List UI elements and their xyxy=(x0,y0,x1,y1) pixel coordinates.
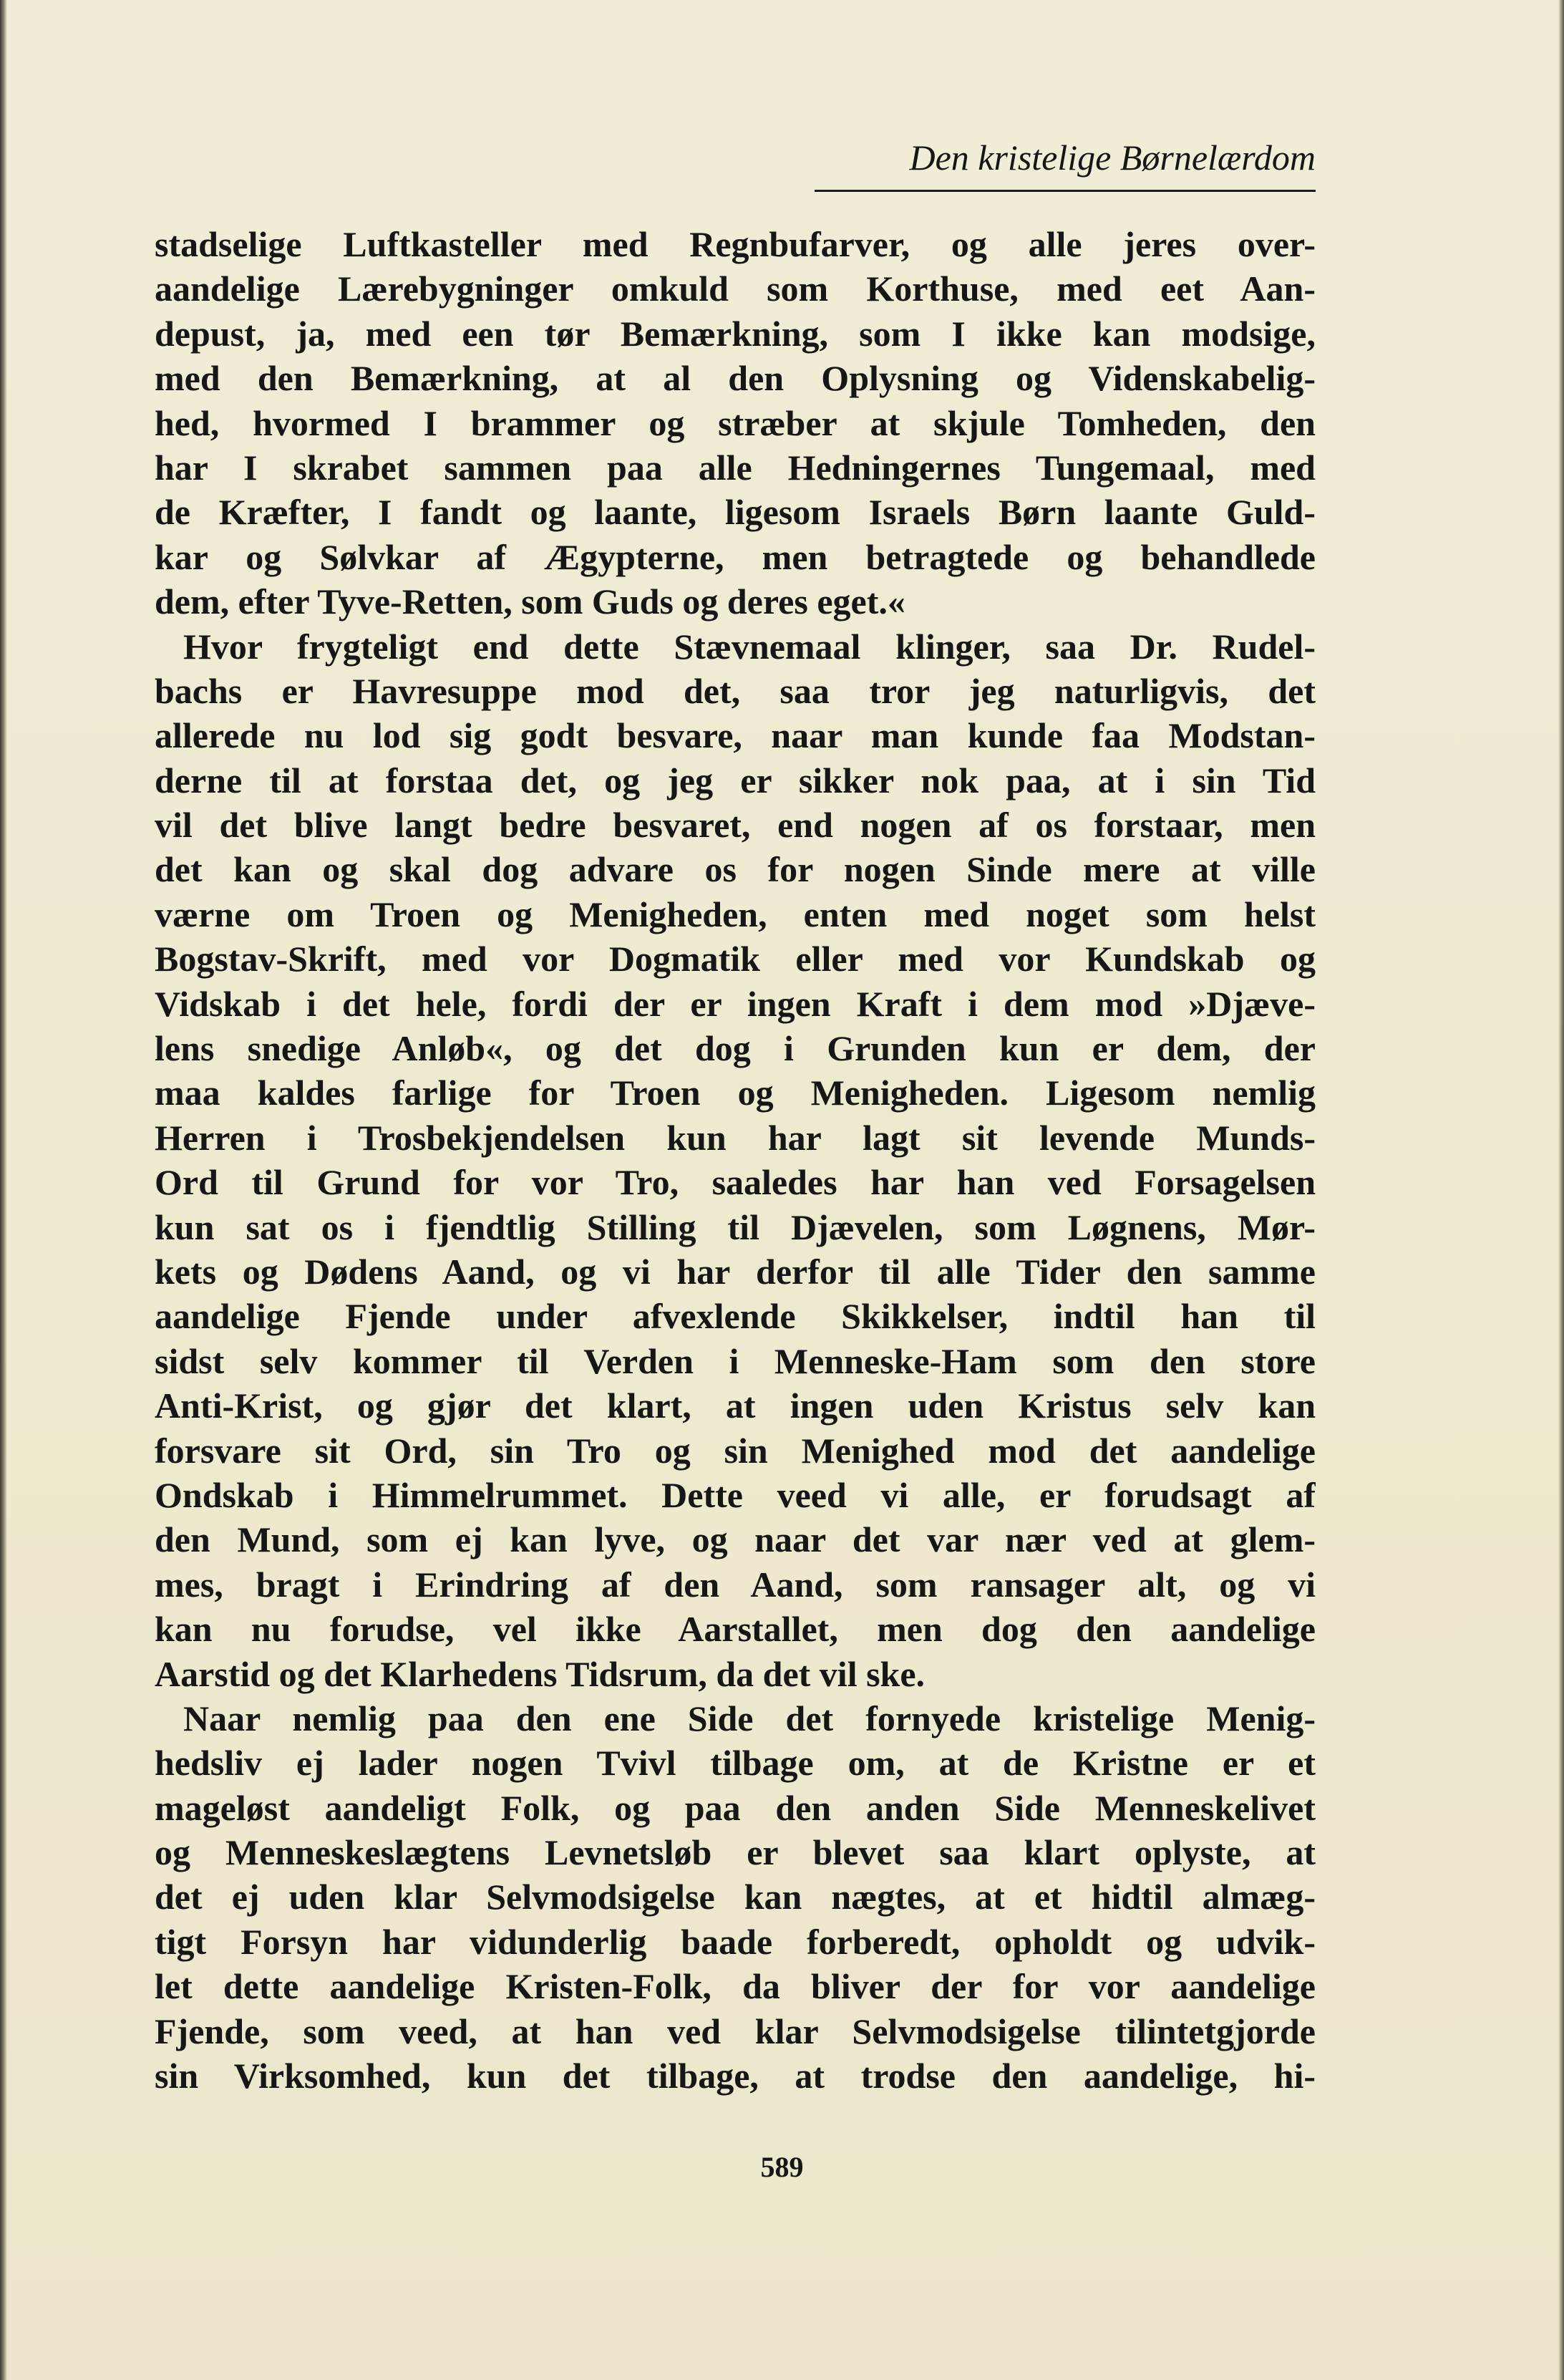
text-line-paragraph-start: Naar nemlig paa den ene Side det fornyede kristelige Menig- xyxy=(183,1698,1316,1738)
text-line: let dette aandelige Kristen-Folk, da bliver der for vor aandelige xyxy=(155,1966,1316,2007)
text-line: Ondskab i Himmelrummet. Dette veed vi alle, er forudsagt af xyxy=(155,1474,1316,1515)
text-line: stadselige Luftkasteller med Regnbufarver, og alle jeres over- xyxy=(155,224,1316,264)
text-line: kar og Sølvkar af Ægypterne, men betragtede og behandlede xyxy=(155,536,1316,577)
text-line: Herren i Trosbekjendelsen kun har lagt sit levende Munds- xyxy=(155,1117,1316,1158)
text-line: har I skrabet sammen paa alle Hedningernes Tungemaal, med xyxy=(155,447,1316,488)
scan-edge-left xyxy=(0,0,7,2380)
text-line: sin Virksomhed, kun det tilbage, at trodse den aandelige, hi- xyxy=(155,2056,1316,2096)
text-line: Vidskab i det hele, fordi der er ingen Kraft i dem mod »Djæve- xyxy=(155,983,1316,1024)
text-line: kan nu forudse, vel ikke Aarstallet, men dog den aandelige xyxy=(155,1609,1316,1650)
text-line: tigt Forsyn har vidunderlig baade forberedt, opholdt og udvik- xyxy=(155,1921,1316,1962)
text-line-paragraph-end: dem, efter Tyve-Retten, som Guds og deres eget.« xyxy=(155,581,905,622)
text-line: aandelige Fjende under afvexlende Skikkelser, indtil han til xyxy=(155,1296,1316,1337)
text-line: den Mund, som ej kan lyve, og naar det var nær ved at glem- xyxy=(155,1519,1316,1560)
running-head: Den kristelige Børnelærdom xyxy=(909,137,1316,178)
text-line: de Kræfter, I fandt og laante, ligesom Israels Børn laante Guld- xyxy=(155,492,1316,533)
text-line: mageløst aandeligt Folk, og paa den anden Side Menneskelivet xyxy=(155,1787,1316,1828)
text-line: maa kaldes farlige for Troen og Menigheden. Ligesom nemlig xyxy=(155,1073,1316,1113)
text-line: mes, bragt i Erindring af den Aand, som ransager alt, og vi xyxy=(155,1564,1316,1605)
text-line: aandelige Lærebygninger omkuld som Korthuse, med eet Aan- xyxy=(155,269,1316,309)
text-line: Bogstav-Skrift, med vor Dogmatik eller med vor Kundskab og xyxy=(155,939,1316,979)
text-line: allerede nu lod sig godt besvare, naar man kunde faa Modstan- xyxy=(155,715,1316,756)
text-line: vil det blive langt bedre besvaret, end nogen af os forstaar, men xyxy=(155,805,1316,846)
text-line: Fjende, som veed, at han ved klar Selvmodsigelse tilintetgjorde xyxy=(155,2011,1316,2051)
text-line: bachs er Havresuppe mod det, saa tror jeg naturligvis, det xyxy=(155,670,1316,711)
scan-edge-right xyxy=(1558,0,1564,2380)
text-line-paragraph-start: Hvor frygteligt end dette Stævnemaal klinger, saa Dr. Rudel- xyxy=(183,626,1316,667)
running-head-rule xyxy=(815,190,1316,192)
text-line: Ord til Grund for vor Tro, saaledes har han ved Forsagelsen xyxy=(155,1162,1316,1203)
page-number: 589 xyxy=(760,2151,804,2183)
text-line: lens snedige Anløb«, og det dog i Grunden kun er dem, der xyxy=(155,1028,1316,1069)
text-line: det kan og skal dog advare os for nogen Sinde mere at ville xyxy=(155,849,1316,890)
text-line: og Menneskeslægtens Levnetsløb er blevet saa klart oplyste, at xyxy=(155,1832,1316,1873)
text-line-paragraph-end: Aarstid og det Klarhedens Tidsrum, da det vil ske. xyxy=(155,1653,926,1694)
text-line: kets og Dødens Aand, og vi har derfor til alle Tider den samme xyxy=(155,1251,1316,1292)
text-line: hedsliv ej lader nogen Tvivl tilbage om, at de Kristne er et xyxy=(155,1743,1316,1784)
text-line: kun sat os i fjendtlig Stilling til Djævelen, som Løgnens, Mør- xyxy=(155,1206,1316,1247)
text-line: sidst selv kommer til Verden i Menneske-Ham som den store xyxy=(155,1340,1316,1381)
text-line: hed, hvormed I brammer og stræber at skjule Tomheden, den xyxy=(155,402,1316,443)
text-line: værne om Troen og Menigheden, enten med noget som helst xyxy=(155,894,1316,934)
text-line: depust, ja, med een tør Bemærkning, som I ikke kan modsige, xyxy=(155,313,1316,354)
text-line: med den Bemærkning, at al den Oplysning og Videnskabelig- xyxy=(155,358,1316,399)
text-line: det ej uden klar Selvmodsigelse kan nægtes, at et hidtil almæg- xyxy=(155,1877,1316,1917)
body-text xyxy=(155,222,1316,2098)
text-line: derne til at forstaa det, og jeg er sikker nok paa, at i sin Tid xyxy=(155,760,1316,800)
text-line: Anti-Krist, og gjør det klart, at ingen uden Kristus selv kan xyxy=(155,1385,1316,1426)
text-line: forsvare sit Ord, sin Tro og sin Menighed mod det aandelige xyxy=(155,1430,1316,1471)
